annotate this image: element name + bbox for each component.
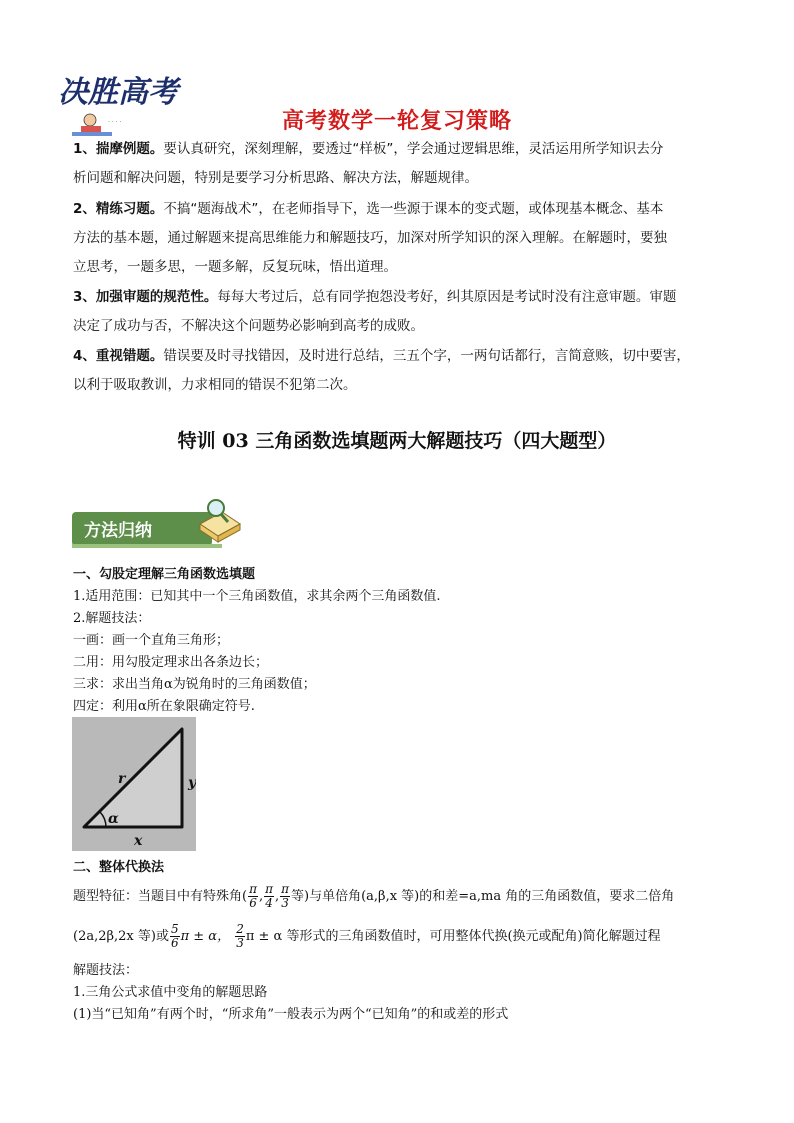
fraction-numerator: π <box>249 882 257 896</box>
section1-step: 四定：利用α所在象限确定符号. <box>73 699 255 714</box>
fraction-denominator: 3 <box>281 896 289 910</box>
fraction-numerator: 5 <box>170 922 179 936</box>
strategy-text: 以利于吸取教训，力求相同的错误不犯第二次。 <box>73 377 357 393</box>
svg-text:· · · ·: · · · · <box>108 119 122 126</box>
fraction-numerator: π <box>265 882 273 896</box>
section2-line2-a: (2a,2β,2x 等)或 <box>73 929 169 944</box>
strategy-text: 析问题和解决问题，特别是要学习分析思路、解决方法，解题规律。 <box>73 170 478 186</box>
fraction-denominator: 3 <box>236 936 244 950</box>
hypotenuse-label: r <box>118 771 126 787</box>
section1-step: 二用：用勾股定理求出各条边长； <box>73 655 269 670</box>
strategy-text: 立思考，一题多思，一题多解，反复玩味，悟出道理。 <box>73 259 397 275</box>
fraction-pi-4 <box>264 883 274 910</box>
section2-sub1a: (1)当“已知角”有两个时，“所求角”一般表示为两个“已知角”的和或差的形式 <box>73 1007 509 1022</box>
section2-feature-line-2 <box>73 920 661 954</box>
section2-sub1: 1.三角公式求值中变角的解题思路 <box>73 985 268 1000</box>
fraction-2-3 <box>235 923 245 950</box>
doc-title: 特训 03 三角函数选填题两大解题技巧（四大题型） <box>177 430 617 452</box>
section1-skills-title: 2.解题技法： <box>73 611 151 626</box>
fraction-numerator: π <box>281 882 290 896</box>
strategy-2 <box>73 195 733 282</box>
strategy-3 <box>73 283 733 341</box>
section1-scope: 1.适用范围：已知其中一个三角函数值，求其余两个三角函数值. <box>73 589 441 604</box>
section2-skills: 解题技法： <box>73 963 139 978</box>
strategy-4 <box>73 342 733 400</box>
strategy-text: 不搞“题海战术”，在老师指导下，选一些源于课本的变式题，或体现基本概念、基本 <box>163 201 664 217</box>
strategy-text: 方法的基本题，通过解题来提高思维能力和解题技巧，加深对所学知识的深入理解。在解题时，要独 <box>73 230 667 246</box>
fraction-numerator: 2 <box>236 922 244 936</box>
fraction-pi-3 <box>280 883 290 910</box>
section2-feature-line: 题型特征：当题目中有特殊角( $\frac{\pi}{6}$ , $\frac{\pi}{4}$ , $\frac{\pi}{3}$ 等)与单倍角(a,β,x 等)的和差=a,ma 角的三角函数值，要求二倍角 <box>73 882 675 910</box>
section2-line2-b: π ± α， <box>180 929 231 944</box>
header-title: 高考数学一轮复习策略 <box>281 109 512 134</box>
opposite-label: y <box>188 775 196 791</box>
strategy-text: 要认真研究，深刻理解，要透过“样板”，学会通过逻辑思维，灵活运用所学知识去分 <box>163 141 664 157</box>
section2-feature-a: 题型特征：当题目中有特殊角( <box>73 889 248 904</box>
fraction-pi-6 <box>248 883 258 910</box>
fraction-denominator: 6 <box>249 896 257 910</box>
strategy-heading: 3、加强审题的规范性。 <box>73 289 218 305</box>
fraction-denominator: 4 <box>265 896 273 910</box>
section2-feature-b: 等)与单倍角(a,β,x 等)的和差=a,ma 角的三角函数值，要求二倍角 <box>291 889 675 904</box>
strategy-heading: 1、揣摩例题。 <box>73 141 164 157</box>
section1-step: 一画：画一个直角三角形； <box>73 633 230 648</box>
adjacent-label: x <box>134 833 143 849</box>
logo-text: 决胜高考 <box>58 75 178 110</box>
angle-label: α <box>108 811 119 827</box>
strategy-text: 决定了成功与否，不解决这个问题势必影响到高考的成败。 <box>73 318 424 334</box>
strategy-1 <box>73 135 733 193</box>
triangle-figure <box>72 717 196 851</box>
section2-heading: 二、整体代换法 <box>73 860 165 875</box>
strategy-text: 每每大考过后，总有同学抱怨没考好，纠其原因是考试时没有注意审题。审题 <box>217 289 677 305</box>
strategy-heading: 2、精练习题。 <box>73 201 164 217</box>
strategy-text: 错误要及时寻找错因，及时进行总结，三五个字，一两句话都行，言简意赅，切中要害， <box>163 348 690 364</box>
section1-heading: 一、勾股定理解三角函数选填题 <box>73 567 256 582</box>
method-banner-label: 方法归纳 <box>84 521 152 541</box>
section2-line2-c: π ± α 等形式的三角函数值时，可用整体代换(换元或配角)简化解题过程 <box>245 929 661 944</box>
strategy-heading: 4、重视错题。 <box>73 348 164 364</box>
method-banner <box>72 494 242 554</box>
fraction-5-6 <box>170 923 180 950</box>
section1-step: 三求：求出当角α为锐角时的三角函数值； <box>73 677 316 692</box>
fraction-denominator: 6 <box>170 936 179 950</box>
